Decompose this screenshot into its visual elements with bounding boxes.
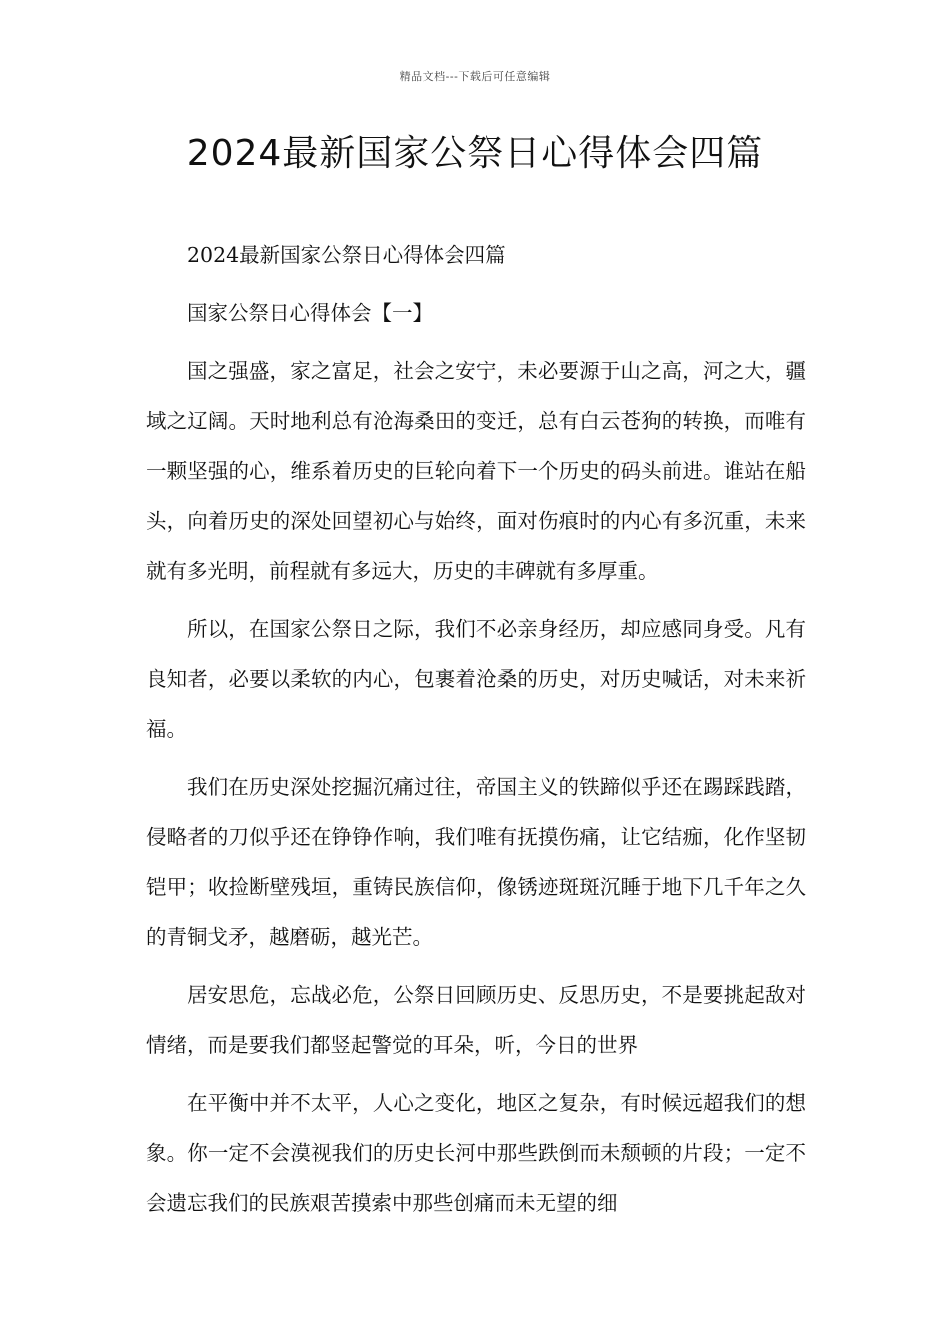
body-paragraph: 国之强盛，家之富足，社会之安宁，未必要源于山之高，河之大，疆域之辽阔。天时地利总有沧海桑田的变迁，总有白云苍狗的转换，而唯有一颗坚强的心，维系着历史的巨轮向着下一个历史的码头前进。谁站在船头，向着历史的深处回望初心与始终，面对伤痕时的内心有多沉重，未来就有多光明，前程就有多远大，历史的丰碑就有多厚重。 bbox=[146, 359, 806, 583]
document-title: 2024最新国家公祭日心得体会四篇 bbox=[186, 133, 764, 174]
body-paragraph: 我们在历史深处挖掘沉痛过往，帝国主义的铁蹄似乎还在踢踩践踏，侵略者的刀似乎还在铮铮作响，我们唯有抚摸伤痛，让它结痂，化作坚韧铠甲；收捡断壁残垣，重铸民族信仰，像锈迹斑斑沉睡于地下几千年之久的青铜戈矛，越磨砺，越光芒。 bbox=[146, 775, 806, 949]
body-paragraph: 在平衡中并不太平，人心之变化，地区之复杂，有时候远超我们的想象。你一定不会漠视我们的历史长河中那些跌倒而未颓顿的片段；一定不会遗忘我们的民族艰苦摸索中那些创痛而未无望的细 bbox=[146, 1091, 806, 1215]
document-body bbox=[146, 230, 806, 1228]
body-paragraph-subtitle: 2024最新国家公祭日心得体会四篇 bbox=[187, 243, 506, 267]
body-paragraph: 居安思危，忘战必危，公祭日回顾历史、反思历史，不是要挑起敌对情绪，而是要我们都竖起警觉的耳朵，听，今日的世界 bbox=[146, 983, 806, 1057]
header-note: 精品文档---下载后可任意编辑 bbox=[399, 70, 551, 83]
body-paragraph: 所以，在国家公祭日之际，我们不必亲身经历，却应感同身受。凡有良知者，必要以柔软的内心，包裹着沧桑的历史，对历史喊话，对未来祈福。 bbox=[146, 617, 806, 741]
body-paragraph-section-heading: 国家公祭日心得体会【一】 bbox=[187, 301, 433, 325]
